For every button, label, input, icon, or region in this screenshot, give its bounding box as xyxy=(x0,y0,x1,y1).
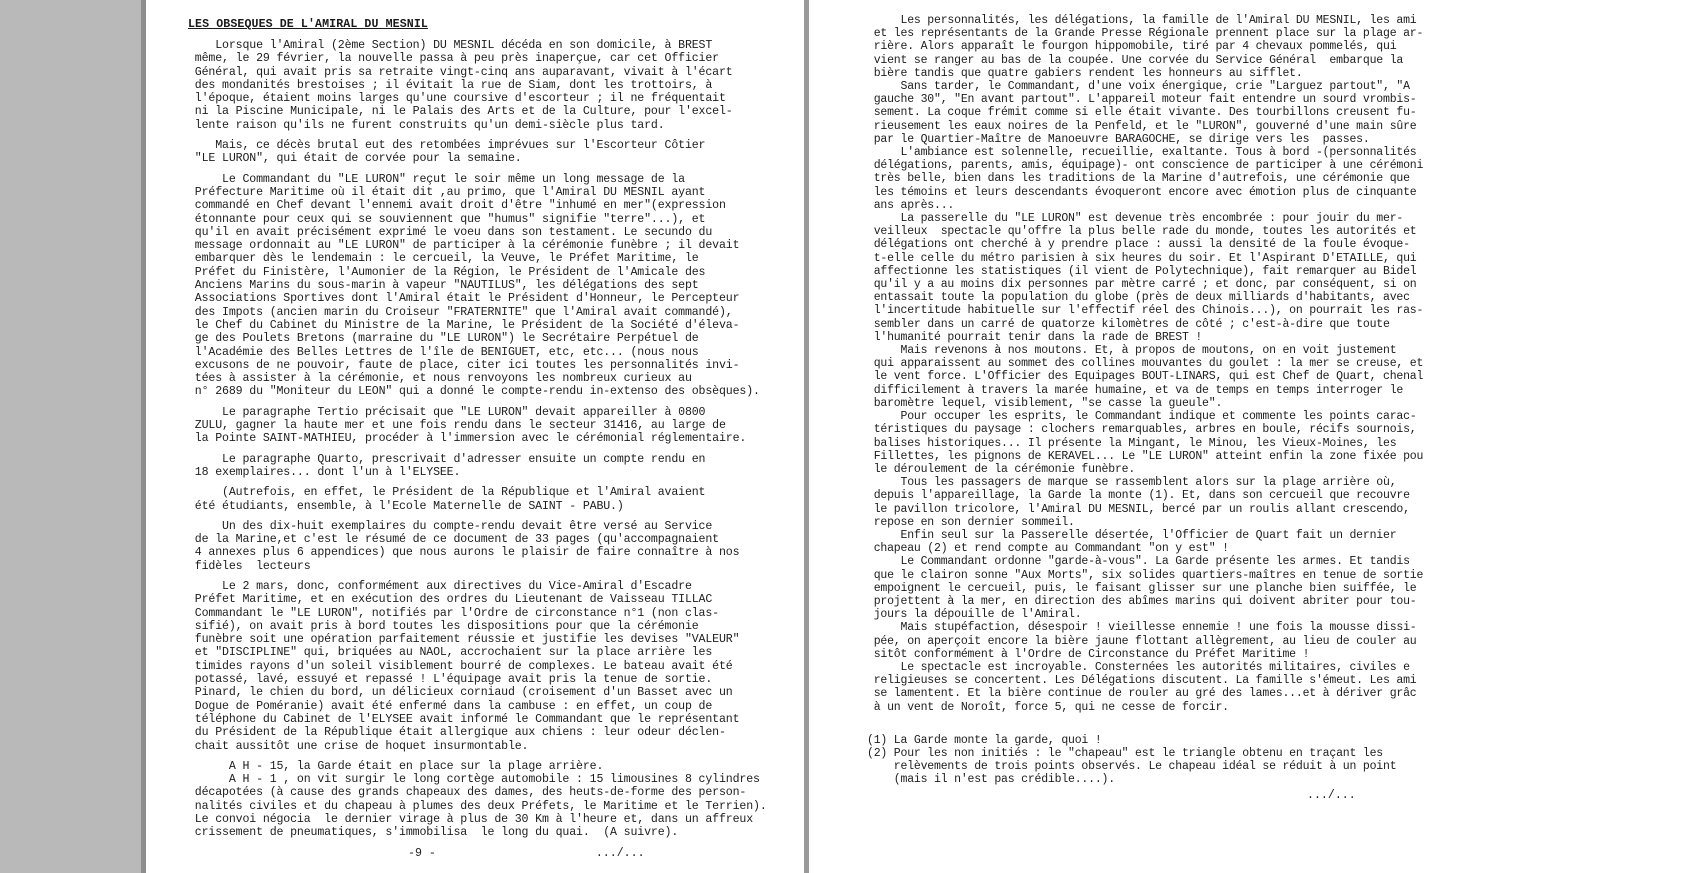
paragraph-2: Mais, ce décès brutal eut des retombées imprévues sur l'Escorteur Côtier "LE LURON", qui était de corvée pour la semaine. xyxy=(194,139,706,166)
page-footer-right xyxy=(867,789,1669,802)
paragraph-r11: Le spectacle est incroyable. Consternées les autorités militaires, civiles e religieuses se concertent. Les Délégations discutent. La famille s'émeut. Les ami se lamentent. Et la bière continue de rouler au gré des lames...et à dériver grâc à un vent de Noroît, force 5, qui ne cesse de forcir. xyxy=(873,660,1417,714)
paragraph-r5: Mais revenons à nos moutons. Et, à propos de moutons, on en voit justement qui apparaissent au sommet des collines mouvantes du goulet : la mer se creuse, et le vent force. L'Officier des Equipages BOUT-LINARS, qui est Chef de Quart, chenal difficilement à travers la marée humaine, et va de temps en temps interroger le baromètre lequel, visiblement, "se casse la gueule". xyxy=(873,344,1424,410)
continuation-mark-right: .../... xyxy=(1307,788,1356,802)
paragraph-1: Lorsque l'Amiral (2ème Section) DU MESNIL décéda en son domicile, à BREST même, le 29 février, la nouvelle passa à peu près inaperçue, car cet Officier Général, qui avait pris sa retraite vingt-cinq ans auparavant, vivait à l'écart des mondanités brestoises ; il évitait la rue de Siam, dont les trottoirs, à l'époque, étaient moins larges qu'une coursive d'escorteur ; il ne fréquentait ni la Piscine Municipale, ni le Palais des Arts et de la Culture, pour l'excel- lente raison qu'ils ne furent construits qu'un demi-siècle plus tard. xyxy=(194,39,733,132)
paragraph-r9: Le Commandant ordonne "garde-à-vous". La Garde présente les armes. Et tandis que le clairon sonne "Aux Morts", six solides quartiers-maîtres en tenue de sortie empoignent le cercueil, puis, le faisant glisser sur une planche bien suiffée, le projettent à la mer, en direction des abîmes marins qui doivent abriter pour tou- jours la dépouille de l'Amiral. xyxy=(873,555,1424,622)
paragraph-7: Un des dix-huit exemplaires du compte-rendu devait être versé au Service de la Marine,et c'est le résumé de ce document de 33 pages (qu'accompagnaient 4 annexes plus 6 appendices) que nous aurons le plaisir de faire connaître à nos fidèles lecteurs xyxy=(194,519,740,573)
paragraph-r4: La passerelle du "LE LURON" est devenue très encombrée : pour jouir du mer- veilleux spectacle qu'offre la plus belle rade du monde, toutes les autorités et délégations ont cherché à y prendre place : aussi la densité de la foule évoque- t-elle celle du métro parisien à six heures du soir. Et l'Aspirant D'ETAILLE, qui affectionne les statistiques (il vient de Polytechnique), fait remarquer au Bidel qu'il y a au moins dix personnes par mètre carré ; et donc, par conséquent, si on entassait toute la population du globe (près de deux milliards d'habitants, avec l'incertitude habituelle sur l'effectif réel des Chinois...), on pourrait les ras- sembler dans un carré de quatorze kilomètres de côté ; c'est-à-dire que toute l'humanité pourrait tenir dans la rade de BREST ! xyxy=(873,212,1424,344)
paragraph-r8: Enfin seul sur la Passerelle désertée, l'Officier de Quart fait un dernier chapeau (2) et rend compte au Commandant "on y est" ! xyxy=(873,528,1397,556)
left-page xyxy=(146,0,804,873)
page-footer xyxy=(188,847,784,860)
paragraph-6: (Autrefois, en effet, le Président de la République et l'Amiral avaient été étudiants, ensemble, à l'Ecole Maternelle de SAINT - PABU.) xyxy=(194,486,706,513)
paragraph-r2: Sans tarder, le Commandant, d'une voix énergique, crie "Larguez partout", "A gauche 30", "En avant partout". L'appareil moteur fait entendre un sourd vrombis- sement. La coque frémit comme si elle était vivante. Des tourbillons creusent fu- rieusement les eaux noires de la Penfeld, et le "LURON", gouverné d'une main sûre par le Quartier-Maître de Manoeuvre BARAGOCHE, se dirige vers les passes. xyxy=(873,80,1417,146)
footnote-2: (2) Pour les non initiés : le "chapeau" est le triangle obtenu en traçant les relèvements de trois points observés. Le chapeau idéal se réduit à un point (mais il n'est pas crédible....). xyxy=(867,746,1397,787)
page-number: -9 - xyxy=(408,846,436,860)
footnote-1: (1) La Garde monte la garde, quoi ! xyxy=(867,733,1102,747)
paragraph-4: Le paragraphe Tertio précisait que "LE LURON" devait appareiller à 0800 ZULU, gagner la haute mer et une fois rendu dans le secteur 31416, au large de la Pointe SAINT-MATHIEU, procéder à l'immersion avec le cérémonial réglementaire. xyxy=(194,405,747,446)
paragraph-5: Le paragraphe Quarto, prescrivait d'adresser ensuite un compte rendu en 18 exemplaires... dont l'un à l'ELYSEE. xyxy=(194,452,706,479)
paragraph-r6: Pour occuper les esprits, le Commandant indique et commente les points carac- téristiques du paysage : clochers remarquables, arbres en boule, récifs sournois, balises historiques... Il présente la Mingant, le Minou, les Vieux-Moines, les Fillettes, les pignons de KERAVEL... Le "LE LURON" atteint enfin la zone fixée pou le déroulement de la cérémonie funèbre. xyxy=(873,410,1424,476)
paragraph-9: A H - 15, la Garde était en place sur la plage arrière. A H - 1 , on vit surgir le long cortège automobile : 15 limousines 8 cylindres décapotées (à cause des grands chapeaux des dames, des heuts-de-forme des person- nalités civiles et du chapeau à plumes des deux Préfets, le Maritime et le Terrien). Le convoi négocia le dernier virage à plus de 30 Km à l'heure et, dans un affreux crissement de pneumatiques, s'immobilisa le long du quai. (A suivre). xyxy=(194,759,767,840)
footnotes xyxy=(867,734,1669,787)
paragraph-8: Le 2 mars, donc, conformément aux directives du Vice-Amiral d'Escadre Préfet Maritime, et en exécution des ordres du Lieutenant de Vaisseau TILLAC Commandant le "LE LURON", notifiés par l'Ordre de circonstance n°1 (non clas- sifié), on avait pris à bord toutes les dispositions pour que la cérémonie funèbre soit une opération parfaitement réussie et justifie les devises "VALEUR" et "DISCIPLINE" qui, briquées au NAOL, accrochaient sur la place arrière les timides rayons d'un soleil visiblement bourré de complexes. Le bateau avait été potassé, lavé, essuyé et repassé ! L'équipage avait pris la tenue de sortie. Pinard, le chien du bord, un délicieux corniaud (croisement d'un Basset avec un Dogue de Poméranie) avait été enfermé dans la cambuse : en effet, un coup de téléphone du Cabinet de l'ELYSEE avait informé le Commandant que le représentant du Président de la République était allergique aux chiens : leur odeur déclen- chait aussitôt une crise de hoquet insurmontable. xyxy=(194,579,740,753)
paragraph-r1: Les personnalités, les délégations, la famille de l'Amiral DU MESNIL, les ami et les représentants de la Grande Presse Régionale prennent place sur la plage ar- rière. Alors apparaît le fourgon hippomobile, tiré par 4 chevaux pommelés, qui vient se ranger au bas de la coupée. Une corvée du Service Général embarque la bière tandis que quatre gabiers rendent les honneurs au sifflet. xyxy=(873,14,1424,80)
paragraph-3: Le Commandant du "LE LURON" reçut le soir même un long message de la Préfecture Maritime où il était dit ,au primo, que l'Amiral DU MESNIL ayant commandé en Chef devant l'ennemi avait droit d'être "inhumé en mer"(expression étonnante pour ceux qui se souviennent que "humus" signifie "terre"...), et qu'il en avait précisément exprimé le voeu dans son testament. Le secundo du message ordonnait au "LE LURON" de participer à la cérémonie funèbre ; il devait embarquer dès le lendemain : le cercueil, la Veuve, le Préfet Maritime, le Préfet du Finistère, l'Aumonier de la Région, le Président de l'Amicale des Anciens Marins du sous-marin à vapeur "NAUTILUS", les délégations des sept Associations Sportives dont l'Amiral était le Président d'Honneur, le Percepteur des Impots (ancien marin du Croiseur "FRATERNITE" que l'Amiral avait commandé), le Chef du Cabinet du Ministre de la Marine, le Président de la Société d'éleva- ge des Poulets Bretons (marraine du "LE LURON") le Secrétaire Perpétuel de l'Académie des Belles Lettres de l'île de BENIGUET, etc, etc... (nous nous excusons de ne pouvoir, faute de place, citer ici toutes les personnalités invi- tées à assister à la cérémonie, et nous renvoyons les nombreux curieux au n° 2689 du "Moniteur du LEON" qui a donné le compte-rendu in-extenso des obsèques). xyxy=(194,172,760,399)
paragraph-r7: Tous les passagers de marque se rassemblent alors sur la plage arrière où, depuis l'appareillage, la Garde la monte (1). Et, dans son cercueil que recouvre le pavillon tricolore, l'Amiral DU MESNIL, bercé par un roulis allant crescendo, repose en son dernier sommeil. xyxy=(873,476,1410,529)
paragraph-r10: Mais stupéfaction, désespoir ! vieillesse ennemie ! une fois la mousse dissi- pée, on aperçoit encore la bière jaune flottant allègrement, au lieu de couler au sitôt conformément à l'Ordre de Circonstance du Préfet Maritime ! xyxy=(873,621,1417,661)
right-page xyxy=(809,0,1689,873)
continuation-mark: .../... xyxy=(595,846,645,860)
paragraph-r3: L'ambiance est solennelle, recueillie, exaltante. Tous à bord -(personnalités délégations, parents, amis, équipage)- ont conscience de participer à une cérémoni très belle, bien dans les traditions de la Marine d'autrefois, une cérémonie que les témoins et leurs descendants évoqueront encore avec émotion plus de cinquante ans après... xyxy=(873,146,1424,212)
article-title: LES OBSEQUES DE L'AMIRAL DU MESNIL xyxy=(188,18,428,31)
